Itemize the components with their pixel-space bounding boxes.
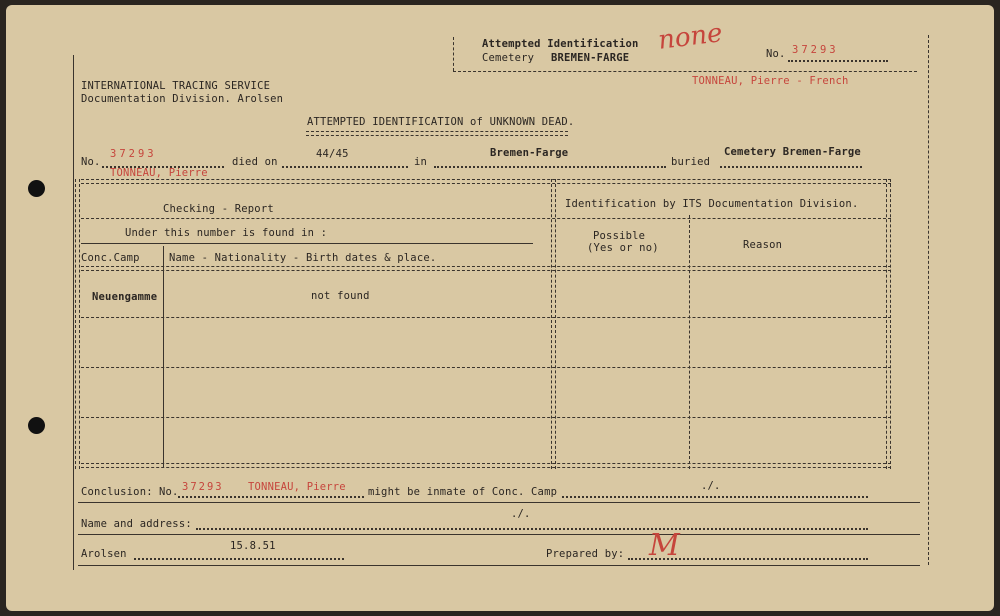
checking-subheader: Under this number is found in : xyxy=(125,227,328,239)
table-mid-divider xyxy=(551,179,556,469)
left-margin-line xyxy=(73,55,74,570)
buried-value: Cemetery Bremen-Farge xyxy=(724,146,861,158)
in-label: in xyxy=(414,156,428,168)
subheader-line xyxy=(81,243,533,244)
stamp-line2-value: BREMEN-FARGE xyxy=(551,52,630,64)
signature: M xyxy=(649,528,680,563)
conclusion-text: might be inmate of Conc. Camp xyxy=(368,486,558,498)
conclusion-name: TONNEAU, Pierre xyxy=(248,481,346,493)
died-value: 44/45 xyxy=(316,148,349,160)
conclusion-line xyxy=(78,502,920,503)
row1-camp: Neuengamme xyxy=(92,291,158,303)
table-row-line-3 xyxy=(81,417,891,418)
identification-header: Identification by ITS Documentation Division. xyxy=(565,198,859,210)
stamp-box-bottom xyxy=(453,71,917,72)
title-underline xyxy=(306,131,568,136)
conclusion-value: ./. xyxy=(701,480,721,492)
record-no-value: 37293 xyxy=(110,148,157,160)
died-label: died on xyxy=(232,156,278,168)
form-title: ATTEMPTED IDENTIFICATION of UNKNOWN DEAD. xyxy=(307,116,575,128)
footer-place: Arolsen xyxy=(81,548,127,560)
stamp-box-left xyxy=(453,37,454,71)
stamp-line2-label: Cemetery xyxy=(482,52,535,64)
checking-header: Checking - Report xyxy=(163,203,274,215)
top-no-dots xyxy=(788,60,888,62)
camp-name-divider xyxy=(163,246,164,468)
prepared-label: Prepared by: xyxy=(546,548,625,560)
conclusion-no-value: 37293 xyxy=(182,481,224,493)
name-nationality: TONNEAU, Pierre - French xyxy=(692,75,849,87)
table-row-line-2 xyxy=(81,367,891,368)
table-row-line-1 xyxy=(81,317,891,318)
document-card xyxy=(6,5,994,611)
possible-reason-divider xyxy=(689,215,690,469)
footer-line xyxy=(78,565,920,566)
conclusion-no-label: No. xyxy=(159,486,179,498)
buried-dots xyxy=(720,166,862,168)
row1-result: not found xyxy=(311,290,370,302)
conclusion-dots xyxy=(562,496,868,498)
header-row-line xyxy=(81,218,891,219)
name-address-dots xyxy=(196,528,868,530)
table-top-border xyxy=(81,179,891,184)
org-line2: Documentation Division. Arolsen xyxy=(81,93,284,105)
table-left-border xyxy=(75,179,80,469)
top-no-value: 37293 xyxy=(792,44,839,56)
buried-label: buried xyxy=(671,156,711,168)
right-margin-line xyxy=(928,35,929,565)
annotation-none: none xyxy=(656,18,725,56)
top-no-label: No. xyxy=(766,48,786,60)
conclusion-no-dots xyxy=(178,496,364,498)
possible-line2: (Yes or no) xyxy=(587,242,659,254)
punch-hole-bottom xyxy=(28,417,45,434)
footer-date: 15.8.51 xyxy=(230,540,276,552)
punch-hole-top xyxy=(28,180,45,197)
org-line1: INTERNATIONAL TRACING SERVICE xyxy=(81,80,271,92)
table-right-border xyxy=(886,179,891,469)
col-name-nationality: Name - Nationality - Birth dates & place. xyxy=(169,252,437,264)
place-dots xyxy=(434,166,666,168)
conclusion-label: Conclusion: xyxy=(81,486,153,498)
died-dots xyxy=(282,166,408,168)
name-address-value: ./. xyxy=(511,508,531,520)
name-address-label: Name and address: xyxy=(81,518,192,530)
record-no-label: No. xyxy=(81,156,101,168)
place-value: Bremen-Farge xyxy=(490,147,569,159)
column-header-line xyxy=(81,266,891,271)
footer-date-dots xyxy=(134,558,344,560)
stamp-line1: Attempted Identification xyxy=(482,38,639,50)
possible-line1: Possible xyxy=(593,230,646,242)
col-conc-camp: Conc.Camp xyxy=(81,252,140,264)
reason-header: Reason xyxy=(743,239,783,251)
person-name: TONNEAU, Pierre xyxy=(110,167,208,179)
name-address-line xyxy=(78,534,920,535)
table-bottom-border xyxy=(81,463,891,468)
